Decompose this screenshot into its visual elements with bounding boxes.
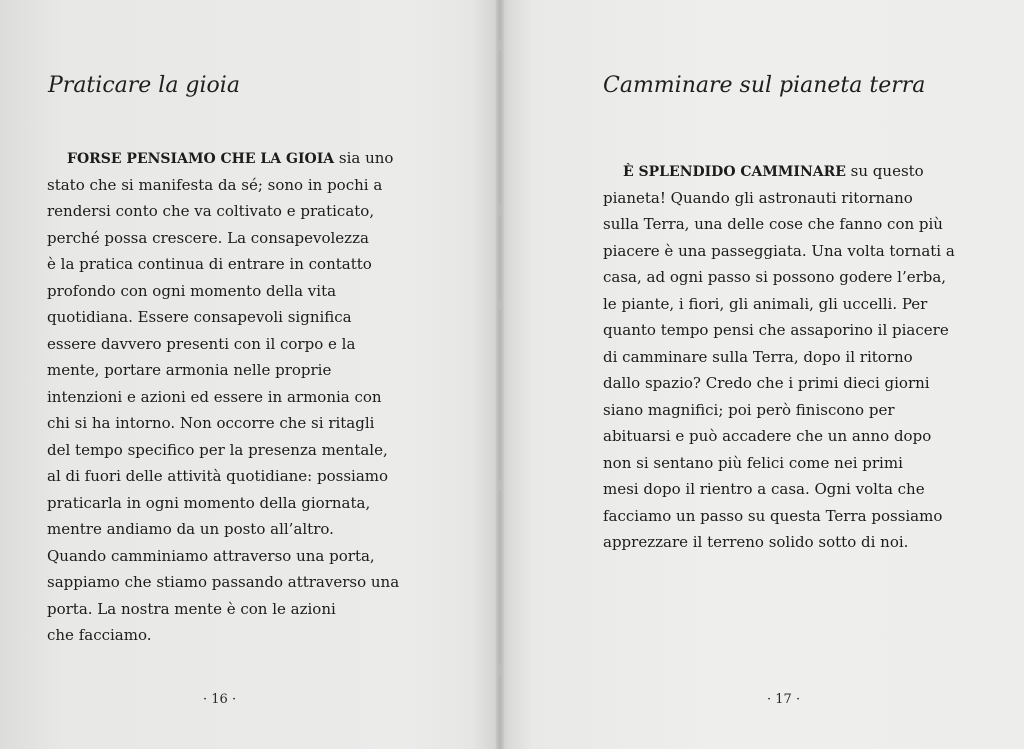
body-line: praticarla in ogni momento della giornata, — [47, 493, 371, 512]
body-line: non si sentano più felici come nei primi — [603, 453, 903, 472]
body-line: Quando camminiamo attraverso una porta, — [47, 546, 375, 565]
first-line — [603, 158, 955, 185]
binding-stitch — [498, 205, 502, 215]
body-line: facciamo un passo su questa Terra possiamo — [603, 506, 943, 525]
chapter-title: Camminare sul pianeta terra — [603, 73, 926, 98]
body-line: chi si ha intorno. Non occorre che si ritagli — [47, 414, 375, 432]
page-number: · 16 · — [203, 692, 237, 707]
body-line: abituarsi e può accadere che un anno dopo — [603, 427, 932, 445]
body-line: profondo con ogni momento della vita — [47, 281, 337, 300]
body-line: è la pratica continua di entrare in contatto — [47, 255, 372, 273]
chapter-title: Praticare la gioia — [48, 73, 240, 98]
body-line: piacere è una passeggiata. Una volta tornati a — [603, 241, 955, 260]
body-line: casa, ad ogni passo si possono godere l’erba, — [603, 268, 947, 286]
page-number: · 17 · — [767, 692, 801, 707]
first-line-rest: su questo — [845, 162, 924, 180]
body-text — [603, 158, 955, 556]
body-line: le piante, i fiori, gli animali, gli uccelli. Per — [603, 294, 928, 313]
body-line: sappiamo che stiamo passando attraverso una — [47, 573, 400, 591]
binding-stitch — [498, 480, 502, 490]
first-line — [47, 145, 399, 172]
body-line: che facciamo. — [47, 626, 152, 644]
left-page — [0, 0, 497, 749]
body-line: al di fuori delle attività quotidiane: possiamo — [47, 467, 389, 485]
binding-stitch — [498, 665, 502, 675]
body-line: mente, portare armonia nelle proprie — [47, 361, 332, 379]
body-line: mesi dopo il rientro a casa. Ogni volta che — [603, 480, 925, 498]
body-line: del tempo specifico per la presenza mentale, — [47, 440, 388, 459]
binding-stitch — [498, 300, 502, 310]
body-text — [47, 145, 399, 649]
body-line: siano magnifici; poi però finiscono per — [603, 400, 895, 419]
body-line: dallo spazio? Credo che i primi dieci giorni — [603, 374, 930, 392]
body-line: di camminare sulla Terra, dopo il ritorno — [603, 347, 913, 366]
body-line: sulla Terra, una delle cose che fanno con più — [603, 215, 943, 233]
binding-stitch — [498, 40, 502, 50]
body-line: quotidiana. Essere consapevoli significa — [47, 308, 352, 326]
body-line: perché possa crescere. La consapevolezza — [47, 228, 369, 247]
body-line: quanto tempo pensi che assaporino il piacere — [603, 321, 949, 339]
body-line: apprezzare il terreno solido sotto di noi. — [603, 533, 909, 551]
body-line: pianeta! Quando gli astronauti ritornano — [603, 188, 913, 207]
right-page — [503, 0, 1024, 749]
body-line: essere davvero presenti con il corpo e la — [47, 334, 356, 353]
body-line: rendersi conto che va coltivato e praticato, — [47, 202, 375, 220]
body-line: porta. La nostra mente è con le azioni — [47, 599, 336, 618]
body-line: stato che si manifesta da sé; sono in pochi a — [47, 175, 383, 194]
body-line: intenzioni e azioni ed essere in armonia con — [47, 387, 382, 406]
first-line-rest: sia uno — [334, 149, 394, 167]
lead-in-text: È SPLENDIDO CAMMINARE — [623, 164, 846, 180]
body-line: mentre andiamo da un posto all’altro. — [47, 520, 334, 538]
lead-in-text: FORSE PENSIAMO CHE LA GIOIA — [67, 151, 335, 167]
